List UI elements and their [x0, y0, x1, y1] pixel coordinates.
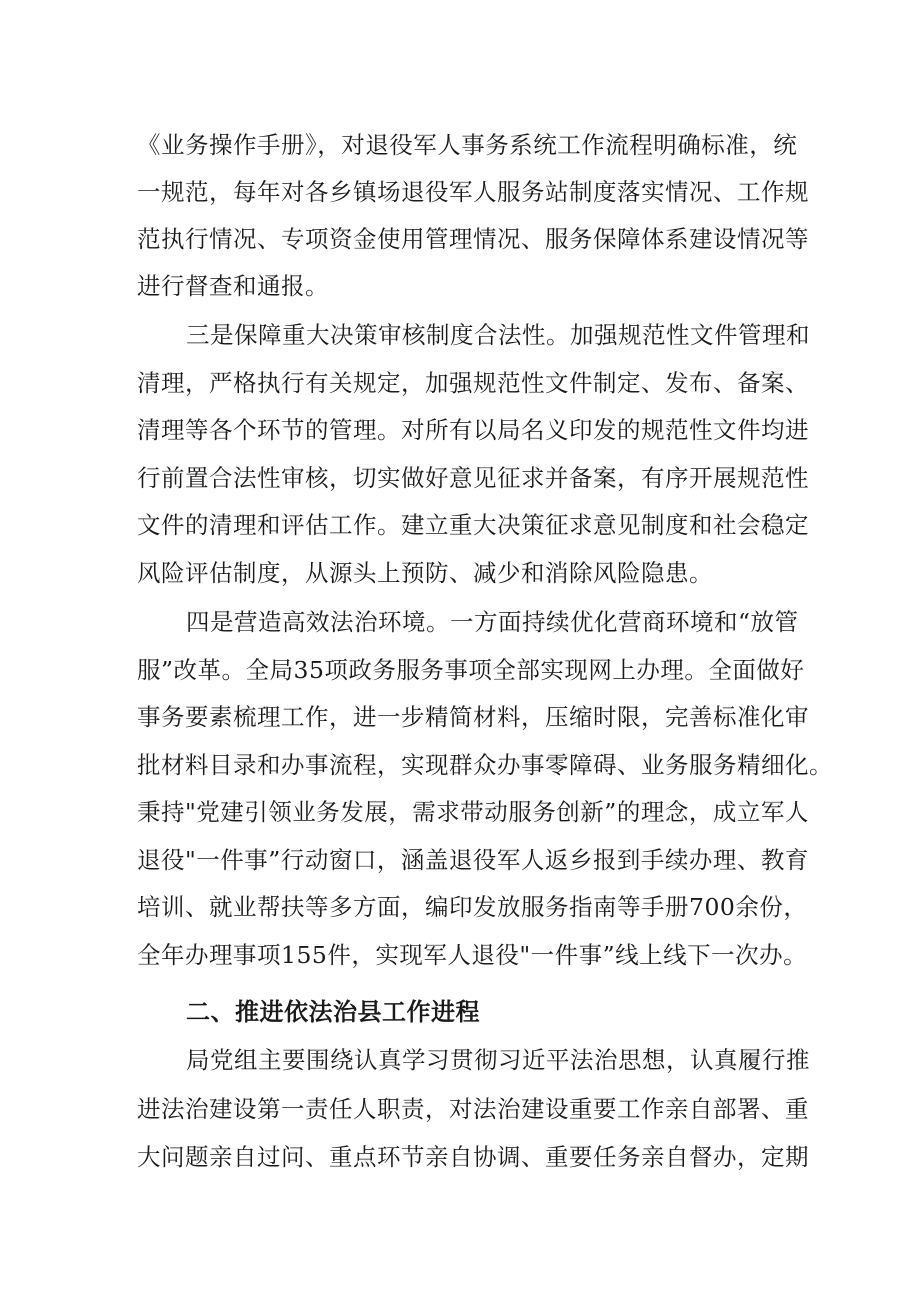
text-line: 大问题亲自过问、重点环节亲自协调、重要任务亲自督办，定期: [137, 1143, 809, 1171]
text-line: 培训、就业帮扶等多方面，编印发放服务指南等手册700余份，: [137, 893, 808, 921]
section-heading: 二、推进依法治县工作进程: [186, 998, 480, 1026]
text-line: 范执行情况、专项资金使用管理情况、服务保障体系建设情况等: [137, 225, 809, 253]
text-line: 局党组主要围绕认真学习贯彻习近平法治思想，认真履行推: [186, 1046, 810, 1074]
text-line: 文件的清理和评估工作。建立重大决策征求意见制度和社会稳定: [137, 511, 809, 539]
text-line: 全年办理事项155件，实现军人退役"一件事”线上线下一次办。: [137, 941, 808, 969]
text-line: 服”改革。全局35项政务服务事项全部实现网上办理。全面做好: [137, 656, 805, 684]
text-line: 批材料目录和办事流程，实现群众办事零障碍、业务服务精细化。: [137, 751, 833, 779]
text-line: 三是保障重大决策审核制度合法性。加强规范性文件管理和: [186, 321, 810, 349]
text-line: 一规范，每年对各乡镇场退役军人服务站制度落实情况、工作规: [137, 178, 809, 206]
text-line: 行前置合法性审核，切实做好意见征求并备案，有序开展规范性: [137, 464, 809, 492]
text-line: 事务要素梳理工作，进一步精简材料，压缩时限，完善标准化审: [137, 703, 809, 731]
text-line: 清理等各个环节的管理。对所有以局名义印发的规范性文件均进: [137, 416, 809, 444]
text-line: 进法治建设第一责任人职责，对法治建设重要工作亲自部署、重: [137, 1095, 809, 1123]
text-line: 四是营造高效法治环境。一方面持续优化营商环境和“放管: [186, 608, 799, 636]
text-line: 退役"一件事”行动窗口，涵盖退役军人返乡报到手续办理、教育: [137, 846, 809, 874]
text-line: 秉持"党建引领业务发展，需求带动服务创新”的理念，成立军人: [137, 798, 809, 826]
text-line: 风险评估制度，从源头上预防、减少和消除风险隐患。: [137, 559, 713, 587]
text-line: 进行督查和通报。: [137, 272, 329, 300]
text-line: 清理，严格执行有关规定，加强规范性文件制定、发布、备案、: [137, 369, 809, 397]
text-line: 《业务操作手册》，对退役军人事务系统工作流程明确标准，统: [137, 131, 798, 159]
